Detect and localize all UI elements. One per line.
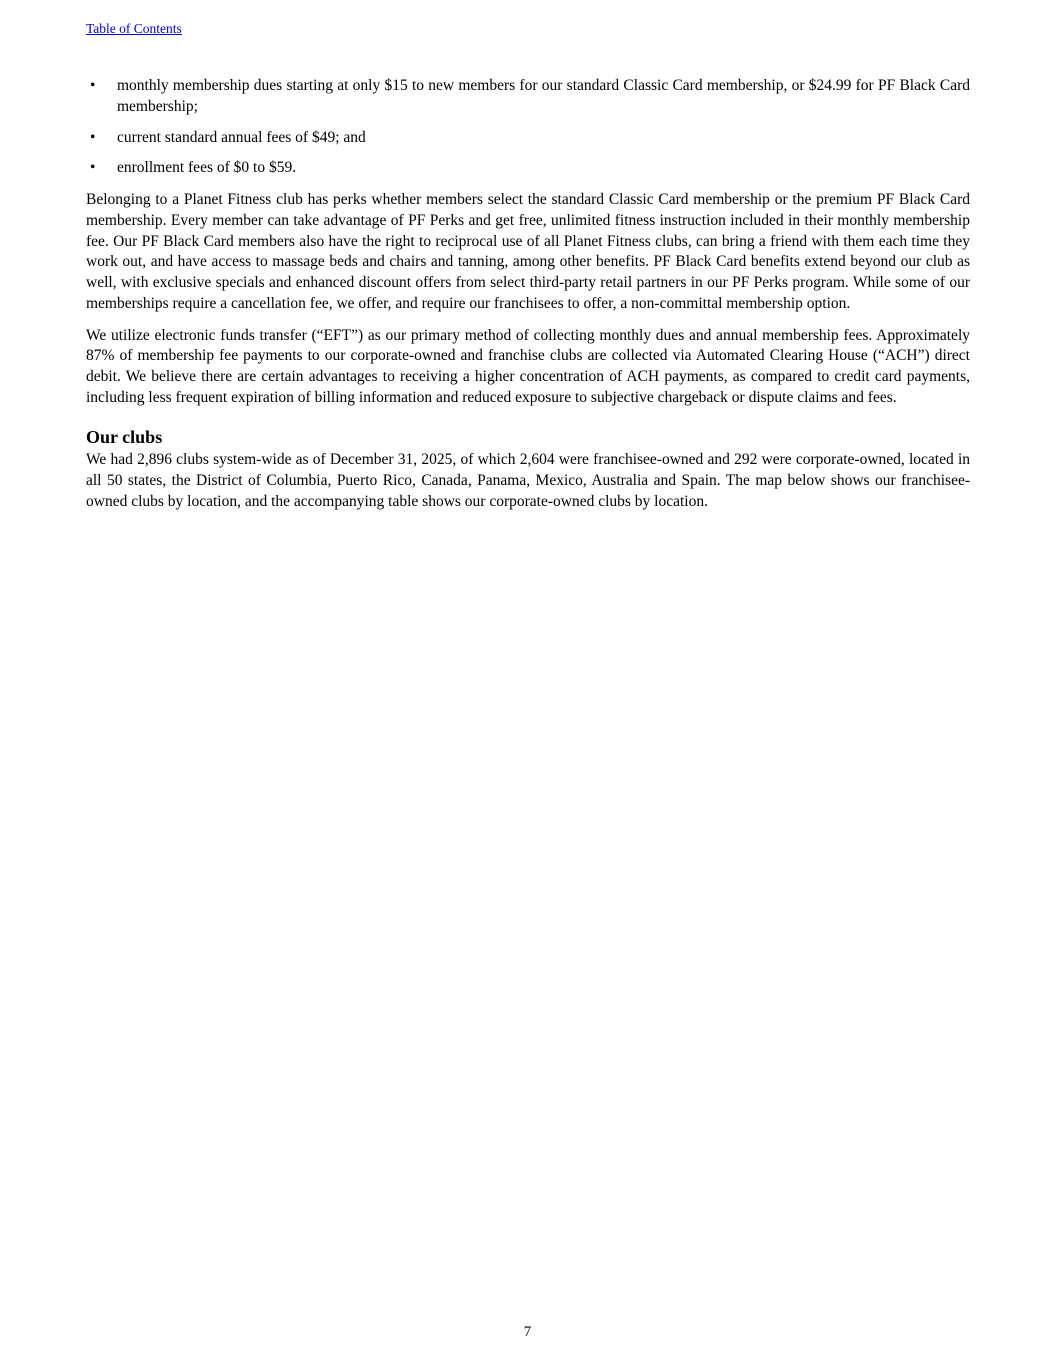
list-item — [86, 76, 970, 118]
page-footer — [0, 1324, 1055, 1341]
list-item — [86, 158, 970, 179]
paragraph-eft-collection: We utilize electronic funds transfer (“EFT”) as our primary method of collecting monthly dues and annual membership fees. Approximately 87% of membership fee payments to our corporate-owned and franchise clubs are collected via Automated Clearing House (“ACH”) direct debit. We believe there are certain advantages to receiving a higher concentration of ACH payments, as compared to credit card payments, including less frequent expiration of billing information and reduced exposure to subjective chargeback or dispute claims and fees. — [86, 326, 970, 406]
table-of-contents-link[interactable]: Table of Contents — [86, 21, 182, 36]
bullet-icon: • — [90, 128, 96, 146]
paragraph-our-clubs: We had 2,896 clubs system-wide as of December 31, 2025, of which 2,604 were franchisee-owned and 292 were corporate-owned, located in all 50 states, the District of Columbia, Puerto Rico, Canada, Panama, Mexico, Australia and Spain. The map below shows our franchisee-owned clubs by location, and the accompanying table shows our corporate-owned clubs by location. — [86, 451, 970, 510]
list-item — [86, 128, 970, 149]
bullet-icon: • — [90, 159, 96, 177]
bullet-icon: • — [90, 77, 96, 94]
section-heading-our-clubs: Our clubs — [86, 426, 163, 447]
bullet-text: current standard annual fees of $49; and — [117, 128, 366, 146]
paragraph-membership-perks: Belonging to a Planet Fitness club has perks whether members select the standard Classic Card membership or the premium PF Black Card membership. Every member can take advantage of PF Perks and get free, unlimited fitness instruction included in their monthly membership fee. Our PF Black Card members also have the right to reciprocal use of all Planet Fitness clubs, can bring a friend with them each time they work out, and have access to massage beds and chairs and tanning, among other benefits. PF Black Card benefits extend beyond our club as well, with exclusive specials and enhanced discount offers from select third-party retail partners in our PF Perks program. While some of our memberships require a cancellation fee, we offer, and require our franchisees to offer, a non-committal membership option. — [86, 191, 970, 312]
bullet-text: enrollment fees of $0 to $59. — [117, 159, 297, 177]
bullet-list — [86, 76, 970, 179]
bullet-text: monthly membership dues starting at only $15 to new members for our standard Classic Card membership, or $24.99 for PF Black Card membership; — [117, 77, 970, 115]
page-number: 7 — [523, 1324, 532, 1340]
